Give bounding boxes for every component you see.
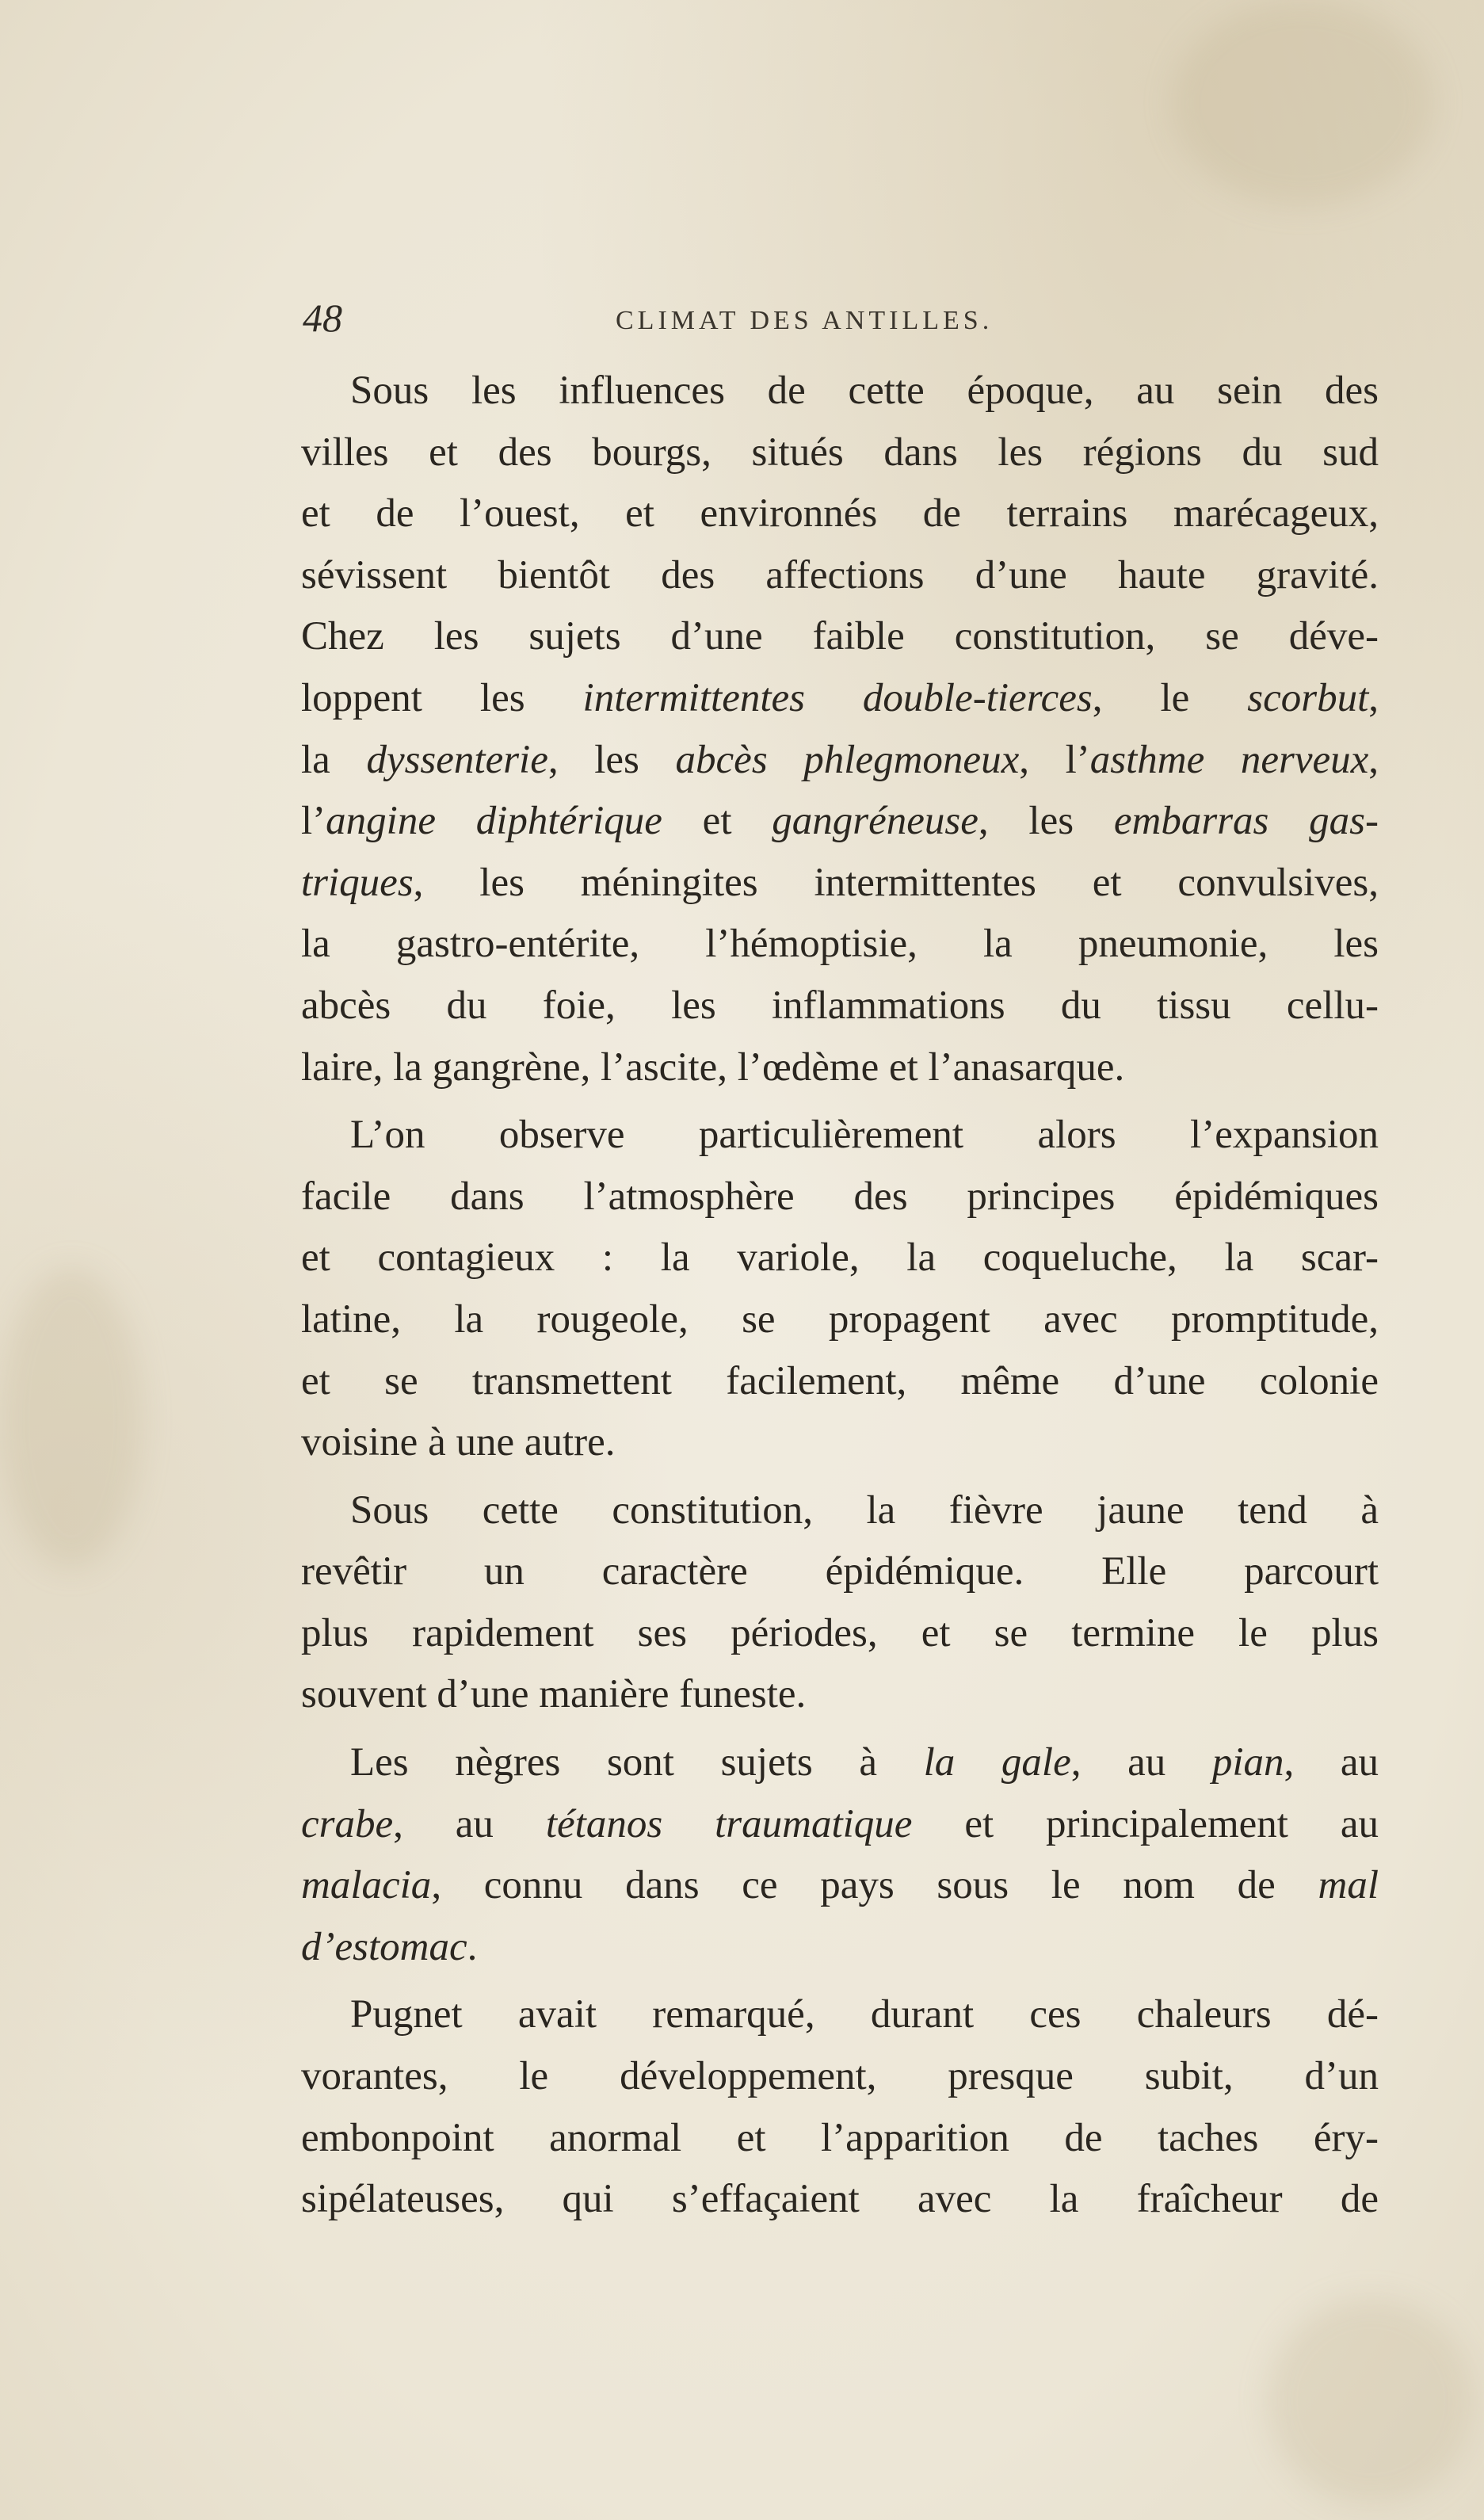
text-line bbox=[301, 1732, 1379, 1794]
text-line bbox=[301, 976, 1379, 1037]
text-line bbox=[301, 730, 1379, 792]
text-run: L’on observe particulièrement alors l’expansion bbox=[350, 1113, 1379, 1158]
text-line bbox=[301, 2169, 1379, 2231]
italic-term: embarras gas- bbox=[1113, 799, 1379, 844]
italic-term: scorbut bbox=[1247, 675, 1369, 720]
text-run: la gastro-entérite, l’hémoptisie, la pneumonie, les bbox=[301, 922, 1379, 967]
italic-term: la gale bbox=[923, 1740, 1071, 1785]
text-run: , au bbox=[1070, 1740, 1212, 1785]
text-line bbox=[301, 853, 1379, 914]
page-header bbox=[303, 295, 1372, 350]
text-line bbox=[301, 1541, 1379, 1603]
text-run: loppent les bbox=[301, 675, 583, 720]
text-run: Sous les influences de cette époque, au sein des bbox=[350, 368, 1379, 413]
text-run: , bbox=[1368, 737, 1379, 782]
italic-term: abcès phlegmoneux bbox=[675, 737, 1020, 782]
text-run: . bbox=[467, 1924, 478, 1969]
body-text bbox=[301, 361, 1379, 2231]
text-line bbox=[301, 2046, 1379, 2108]
text-line bbox=[301, 1664, 1379, 1726]
text-run: revêtir un caractère épidémique. Elle parcourt bbox=[301, 1549, 1379, 1594]
text-run: et de l’ouest, et environnés de terrains marécageux, bbox=[301, 491, 1379, 536]
paper-stain bbox=[1268, 2298, 1474, 2504]
text-run: l’ bbox=[301, 799, 326, 844]
text-run: sipélateuses, qui s’effaçaient avec la fraîcheur de bbox=[301, 2177, 1379, 2222]
text-run: voisine à une autre. bbox=[301, 1420, 616, 1465]
text-line bbox=[301, 2108, 1379, 2170]
text-line bbox=[301, 1603, 1379, 1665]
text-line bbox=[301, 914, 1379, 976]
text-run: et contagieux : la variole, la coqueluche, la scar- bbox=[301, 1235, 1379, 1281]
text-line bbox=[301, 1412, 1379, 1474]
italic-term: d’estomac bbox=[301, 1924, 467, 1969]
italic-term: triques bbox=[301, 860, 414, 905]
page-number: 48 bbox=[303, 296, 342, 340]
text-run: embonpoint anormal et l’apparition de taches éry- bbox=[301, 2115, 1379, 2160]
text-line bbox=[301, 1480, 1379, 1542]
text-line bbox=[301, 1105, 1379, 1166]
text-line bbox=[301, 791, 1379, 853]
text-run: abcès du foie, les inflammations du tissu cellu- bbox=[301, 983, 1379, 1028]
text-run: latine, la rougeole, se propagent avec promptitude, bbox=[301, 1296, 1379, 1342]
text-run: facile dans l’atmosphère des principes épidémiques bbox=[301, 1174, 1379, 1219]
text-run: et se transmettent facilement, même d’une colonie bbox=[301, 1358, 1379, 1403]
text-run: villes et des bourgs, situés dans les régions du sud bbox=[301, 430, 1379, 475]
text-run: , au bbox=[1284, 1740, 1379, 1785]
text-line bbox=[301, 1037, 1379, 1099]
italic-term: malacia bbox=[301, 1863, 432, 1908]
text-line bbox=[301, 1917, 1379, 1979]
text-line bbox=[301, 1166, 1379, 1228]
italic-term: pian bbox=[1211, 1740, 1284, 1785]
italic-term: gangréneuse bbox=[772, 799, 979, 844]
text-run: Les nègres sont sujets à bbox=[350, 1740, 924, 1785]
italic-term: tétanos traumatique bbox=[545, 1801, 913, 1846]
text-line bbox=[301, 1228, 1379, 1289]
italic-term: angine diphtérique bbox=[326, 799, 662, 844]
text-run: , connu dans ce pays sous le nom de bbox=[431, 1863, 1318, 1908]
text-run: , les bbox=[547, 737, 676, 782]
text-run: la bbox=[301, 737, 367, 782]
text-line bbox=[301, 1351, 1379, 1413]
text-run: , les méningites intermittentes et convulsives, bbox=[413, 860, 1379, 905]
text-run: , au bbox=[393, 1801, 546, 1846]
text-line bbox=[301, 483, 1379, 545]
text-line bbox=[301, 1984, 1379, 2046]
text-run: Sous cette constitution, la fièvre jaune tend à bbox=[350, 1487, 1379, 1533]
text-run: Pugnet avait remarqué, durant ces chaleurs dé- bbox=[350, 1992, 1379, 2037]
italic-term: crabe bbox=[301, 1801, 394, 1846]
text-line bbox=[301, 1289, 1379, 1351]
text-line bbox=[301, 606, 1379, 668]
text-run: , les bbox=[978, 799, 1114, 844]
text-run: Chez les sujets d’une faible constitution, se déve- bbox=[301, 614, 1379, 659]
text-run: plus rapidement ses périodes, et se termine le plus bbox=[301, 1610, 1379, 1655]
text-line bbox=[301, 361, 1379, 422]
text-run: , le bbox=[1092, 675, 1248, 720]
text-run: , bbox=[1368, 675, 1379, 720]
italic-term: intermittentes double-tierces bbox=[582, 675, 1093, 720]
text-run: , l’ bbox=[1019, 737, 1090, 782]
paper-stain bbox=[0, 1268, 143, 1569]
text-run: et principalement au bbox=[912, 1801, 1379, 1846]
text-run: vorantes, le développement, presque subit, d’un bbox=[301, 2054, 1379, 2099]
running-head: CLIMAT DES ANTILLES. bbox=[616, 306, 994, 335]
text-line bbox=[301, 1855, 1379, 1917]
text-line bbox=[301, 545, 1379, 607]
italic-term: mal bbox=[1318, 1863, 1379, 1908]
italic-term: dyssenterie bbox=[366, 737, 548, 782]
text-line bbox=[301, 422, 1379, 484]
text-line bbox=[301, 1794, 1379, 1856]
text-run: et bbox=[662, 799, 773, 844]
text-run: souvent d’une manière funeste. bbox=[301, 1672, 807, 1717]
paper-stain bbox=[1173, 0, 1434, 206]
text-run: laire, la gangrène, l’ascite, l’œdème et l’anasarque. bbox=[301, 1044, 1125, 1090]
text-run: sévissent bientôt des affections d’une haute gravité. bbox=[301, 552, 1379, 598]
italic-term: asthme nerveux bbox=[1089, 737, 1369, 782]
text-line bbox=[301, 668, 1379, 730]
